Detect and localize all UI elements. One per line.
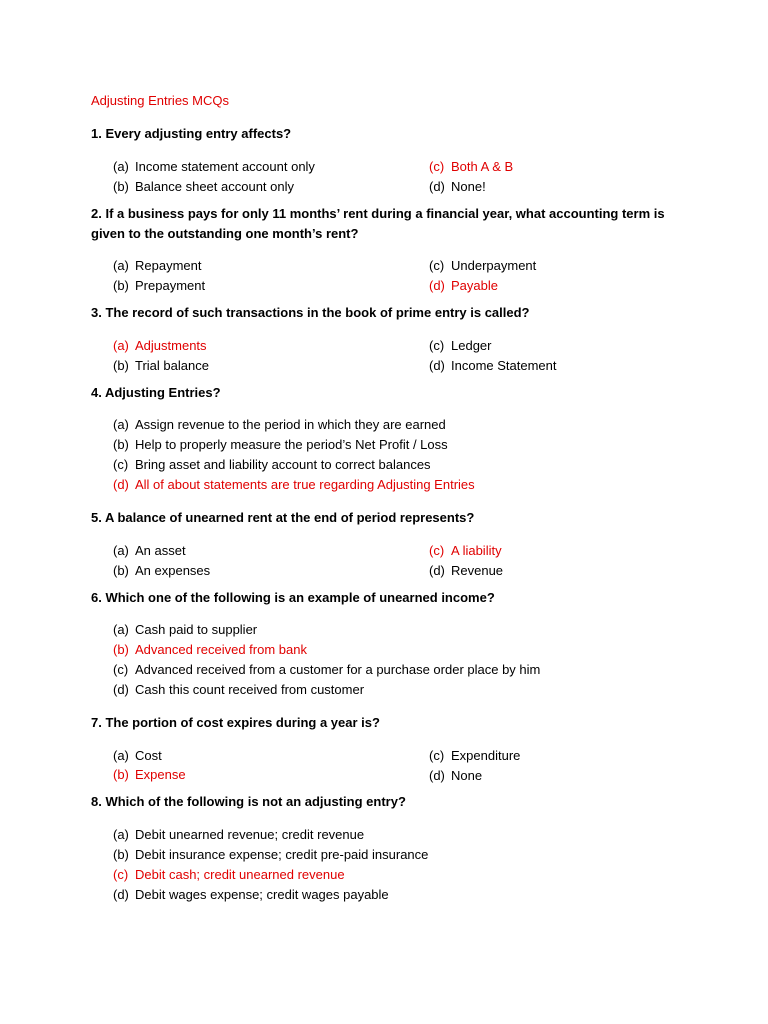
option-label: (d) (429, 563, 445, 578)
option-label: (a) (113, 338, 129, 353)
q2-option-d-answer (429, 276, 498, 296)
option-label: (c) (113, 867, 129, 882)
option-text: Advanced received from bank (135, 642, 307, 657)
option-text: An expenses (135, 563, 211, 578)
option-text: None (451, 768, 483, 783)
q5-option-a (113, 541, 186, 561)
option-text: Ledger (451, 338, 492, 353)
option-text: Underpayment (451, 258, 537, 273)
option-label: (d) (113, 682, 129, 697)
option-text: Prepayment (135, 278, 206, 293)
option-label: (c) (113, 457, 129, 472)
q1-option-b (113, 177, 294, 197)
option-text: Bring asset and liability account to correct balances (135, 457, 431, 472)
option-label: (c) (429, 748, 445, 763)
option-text: Balance sheet account only (135, 179, 294, 194)
option-text: Income Statement (451, 358, 557, 373)
option-label: (a) (113, 159, 129, 174)
option-text: Debit unearned revenue; credit revenue (135, 827, 365, 842)
option-label: (c) (113, 662, 129, 677)
q4-option-c (113, 455, 431, 475)
option-label: (b) (113, 278, 129, 293)
option-label: (c) (429, 159, 445, 174)
document-title: Adjusting Entries MCQs (91, 93, 229, 108)
option-text: Income statement account only (135, 159, 315, 174)
option-text: A liability (451, 543, 502, 558)
q2-option-c (429, 256, 536, 276)
q8-option-b (113, 845, 428, 865)
option-label: (d) (429, 278, 445, 293)
question-8: 8. Which of the following is not an adjusting entry? (91, 794, 406, 809)
option-label: (b) (113, 437, 129, 452)
option-label: (c) (429, 543, 445, 558)
q5-option-d (429, 561, 503, 581)
question-1: 1. Every adjusting entry affects? (91, 126, 292, 141)
option-text: None! (451, 179, 486, 194)
question-4: 4. Adjusting Entries? (91, 385, 221, 400)
q5-option-c-answer (429, 541, 502, 561)
q4-option-a (113, 415, 446, 435)
option-label: (d) (429, 179, 445, 194)
option-label: (a) (113, 417, 129, 432)
q3-option-c (429, 336, 491, 356)
option-label: (a) (113, 622, 129, 637)
q8-option-c-answer (113, 865, 345, 885)
option-label: (b) (113, 563, 129, 578)
option-text: Payable (451, 278, 498, 293)
q7-option-a (113, 746, 162, 766)
option-label: (d) (429, 358, 445, 373)
q3-option-d (429, 356, 557, 376)
option-label: (d) (113, 887, 129, 902)
option-text: Repayment (135, 258, 202, 273)
option-text: Advanced received from a customer for a purchase order place by him (135, 662, 541, 677)
option-text: Assign revenue to the period in which they are earned (135, 417, 446, 432)
option-label: (b) (113, 767, 129, 782)
option-label: (d) (429, 768, 445, 783)
question-2: 2. If a business pays for only 11 months’ rent during a financial year, what accounting term is given to the outstanding one month’s rent? (91, 206, 665, 241)
q4-option-b (113, 435, 448, 455)
option-label: (c) (429, 258, 445, 273)
q3-option-a-answer (113, 336, 207, 356)
option-text: Debit wages expense; credit wages payable (135, 887, 389, 902)
option-label: (a) (113, 748, 129, 763)
q2-option-a (113, 256, 201, 276)
q1-option-a (113, 157, 315, 177)
option-text: Cash paid to supplier (135, 622, 258, 637)
question-5: 5. A balance of unearned rent at the end of period represents? (91, 510, 475, 525)
q8-option-a (113, 825, 364, 845)
option-text: Revenue (451, 563, 504, 578)
option-text: Adjustments (135, 338, 207, 353)
q4-option-d-answer (113, 475, 475, 495)
q6-option-b-answer (113, 640, 307, 660)
option-label: (b) (113, 358, 129, 373)
question-3: 3. The record of such transactions in the book of prime entry is called? (91, 305, 530, 320)
option-label: (a) (113, 258, 129, 273)
q6-option-a (113, 620, 257, 640)
option-text: Expense (135, 767, 186, 782)
option-label: (b) (113, 847, 129, 862)
option-label: (c) (429, 338, 445, 353)
q5-option-b (113, 561, 210, 581)
question-6: 6. Which one of the following is an example of unearned income? (91, 590, 495, 605)
option-text: Expenditure (451, 748, 521, 763)
option-label: (a) (113, 827, 129, 842)
option-text: All of about statements are true regarding Adjusting Entries (135, 477, 475, 492)
q7-option-d (429, 766, 482, 786)
option-label: (b) (113, 179, 129, 194)
q6-option-d (113, 680, 364, 700)
question-7: 7. The portion of cost expires during a year is? (91, 715, 380, 730)
option-text: Cash this count received from customer (135, 682, 365, 697)
q1-option-c-answer (429, 157, 513, 177)
option-text: Both A & B (451, 159, 514, 174)
option-label: (b) (113, 642, 129, 657)
q7-option-b-answer (113, 765, 186, 785)
option-text: Debit cash; credit unearned revenue (135, 867, 345, 882)
q6-option-c (113, 660, 540, 680)
q1-option-d (429, 177, 486, 197)
q2-option-b (113, 276, 205, 296)
q3-option-b (113, 356, 209, 376)
q7-option-c (429, 746, 520, 766)
option-text: Help to properly measure the period’s Net Profit / Loss (135, 437, 448, 452)
option-text: Trial balance (135, 358, 209, 373)
q8-option-d (113, 885, 389, 905)
option-text: Debit insurance expense; credit pre-paid insurance (135, 847, 429, 862)
option-text: An asset (135, 543, 186, 558)
option-label: (a) (113, 543, 129, 558)
option-text: Cost (135, 748, 162, 763)
option-label: (d) (113, 477, 129, 492)
